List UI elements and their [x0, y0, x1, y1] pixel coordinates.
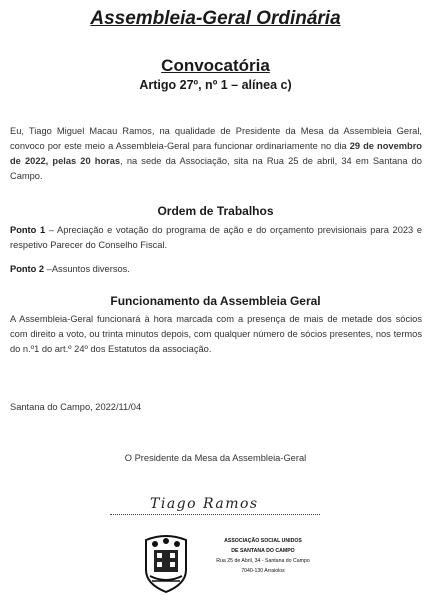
agenda-item: [10, 262, 422, 277]
association-emblem-icon: [140, 532, 192, 594]
association-stamp: [140, 532, 330, 596]
president-title: O Presidente da Mesa da Assembleia-Geral: [124, 453, 307, 463]
convocation-text-end: , na sede da Associação, sita na Rua 25 de abril, 34 em Santana do Campo.: [10, 156, 422, 181]
functioning-heading: Funcionamento da Assembleia Geral: [110, 294, 321, 308]
stamp-line-place: DE SANTANA DO CAMPO: [231, 548, 295, 554]
handwritten-signature: Tiago Ramos: [150, 496, 259, 512]
agenda-item-text: – Apreciação e votação do programa de ação e do orçamento previsionais para 2023 e respetivo Parecer do Conselho Fiscal.: [10, 225, 423, 250]
document-subtitle: Convocatória: [161, 56, 270, 75]
agenda-heading: Ordem de Trabalhos: [157, 204, 274, 218]
functioning-paragraph: A Assembleia-Geral funcionará à hora marcada com a presença de mais de metade dos sócios com direito a voto, ou trinta minutos depois, com qualquer número de sócios presentes, nos termos do n.º1 do art.º 24º dos Estatutos da associação.: [10, 314, 422, 354]
convocation-paragraph: [10, 124, 422, 184]
agenda-item: [10, 223, 422, 253]
convocation-text-start: Eu, Tiago Miguel Macau Ramos, na qualidade de Presidente da Mesa da Assembleia Geral, convoco por este meio a Assembleia-Geral para funcionar ordinariamente no dia: [10, 126, 422, 151]
agenda-item-label: Ponto 1: [10, 225, 46, 235]
stamp-text: [198, 536, 328, 576]
signature-line: [110, 514, 320, 515]
meeting-date-time: 29 de novembro de 2022, pelas 20 horas: [10, 141, 422, 166]
stamp-line-postcode: 7040-130 Arraiolos: [241, 568, 285, 574]
date-line: Santana do Campo, 2022/11/04: [10, 402, 142, 412]
stamp-line-name: ASSOCIAÇÃO SOCIAL UNIDOS: [224, 538, 302, 544]
agenda-item-text: –Assuntos diversos.: [44, 264, 130, 274]
document-title: Assembleia-Geral Ordinária: [90, 8, 341, 29]
stamp-line-address: Rua 25 de Abril, 34 - Santana do Campo: [216, 558, 310, 564]
agenda-item-label: Ponto 2: [10, 264, 45, 274]
article-reference: Artigo 27º, nº 1 – alínea c): [139, 78, 292, 92]
